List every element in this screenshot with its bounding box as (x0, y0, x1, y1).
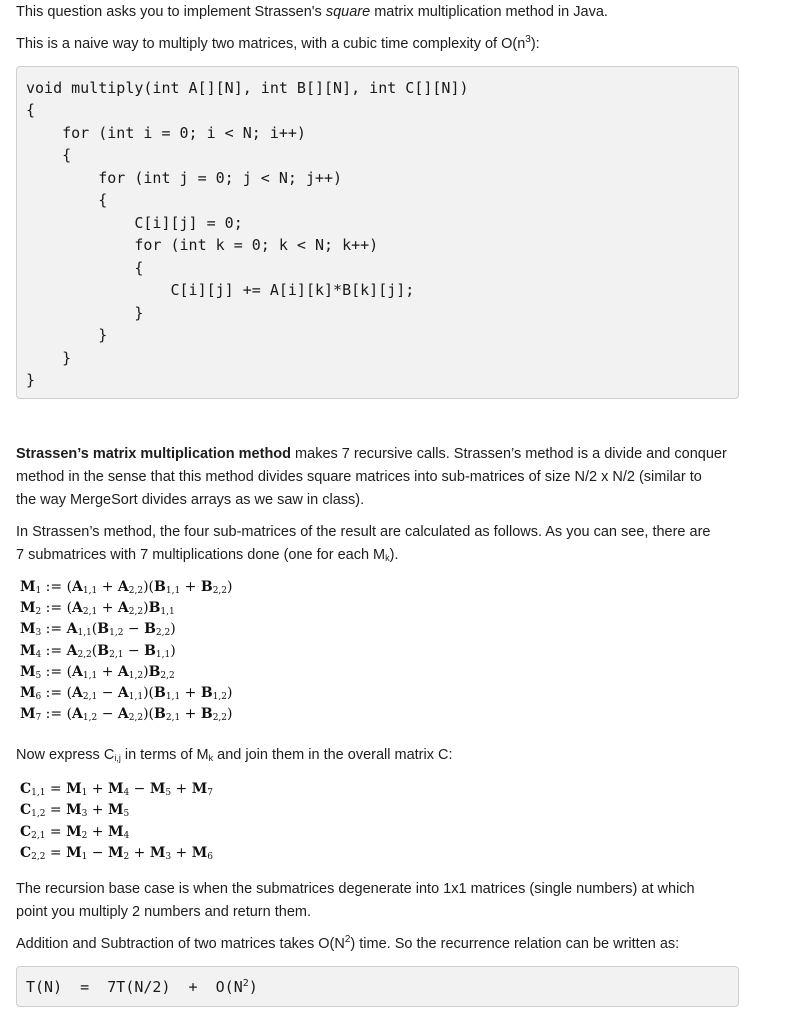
code-line: } (26, 371, 36, 389)
m-formula: $M_2$ := $(A_{2,1} + A_{2,2})B_{1,1}$ (20, 600, 175, 618)
code-line: } (26, 349, 72, 367)
addition-para: Addition and Subtraction of two matrices takes $O(N^2)$ time. So the recurrence relation can be written as: (16, 934, 680, 952)
recurrence-line: $T(N) = 7T(N/2) + O(N^2)$ (26, 978, 258, 996)
code-line: } (26, 304, 144, 322)
base-case-line-2: point you multiply 2 numbers and return them. (16, 904, 311, 920)
m-formula: $M_1$ := $(A_{1,1} + A_{2,2})(B_{1,1} + B_{2,2})$ (20, 579, 233, 596)
code-line: { (26, 259, 144, 277)
submatrix-para-line-2: 7 submatrices with 7 multiplications done (one for each $M_k$). (16, 547, 399, 563)
strassen-para-line-3: the way MergeSort divides arrays as we saw in class). (16, 492, 365, 508)
m-formula: $M_6$ := $(A_{2,1} - A_{1,1})(B_{1,1} + B_{1,2})$ (20, 685, 233, 702)
code-line: C[i][j] = 0; (26, 214, 243, 232)
naive-code-block (16, 66, 739, 399)
c-formula: $C_{2,1} = M_2 + M_4$ (20, 823, 130, 841)
c-formula: $C_{2,2} = M_1 - M_2 + M_3 + M_6$ (20, 844, 213, 862)
m-formula: $M_5$ := $(A_{1,1} + A_{1,2})B_{2,2}$ (20, 663, 175, 681)
code-line: { (26, 191, 108, 209)
c-formula: $C_{1,1} = M_1 + M_4 - M_5 + M_7$ (20, 781, 213, 798)
code-line: { (26, 101, 36, 119)
strassen-para-line-2: method in the sense that this method divides square matrices into sub-matrices of size N/2 x N/2 (similar to (16, 469, 702, 485)
base-case-line-1: The recursion base case is when the submatrices degenerate into 1x1 matrices (single numbers) at which (16, 881, 695, 897)
code-line: } (26, 326, 108, 344)
code-line: { (26, 146, 72, 164)
code-line: for (int k = 0; k < N; k++) (26, 236, 379, 254)
m-formula: $M_7$ := $(A_{1,2} - A_{2,2})(B_{2,1} + B_{2,2})$ (20, 706, 233, 724)
strassen-para-line-1: Strassen’s matrix multiplication method makes 7 recursive calls. Strassen’s method is a divide and conquer (16, 446, 727, 462)
express-para: Now express $C_{i,j}$ in terms of $M_k$ and join them in the overall matrix C: (16, 747, 453, 763)
m-formula: $M_3$ := $A_{1,1}(B_{1,2} - B_{2,2})$ (20, 621, 176, 639)
submatrix-para-line-1: In Strassen’s method, the four sub-matrices of the result are calculated as follows. As you can see, there are (16, 524, 711, 540)
intro-line-1: This question asks you to implement Strassen's square matrix multiplication method in Java. (16, 4, 608, 20)
code-line: for (int j = 0; j < N; j++) (26, 169, 343, 187)
code-line: void multiply(int A[][N], int B[][N], int C[][N]) (26, 79, 469, 97)
recurrence-code-block (16, 966, 739, 1007)
code-line: C[i][j] += A[i][k]*B[k][j]; (26, 281, 415, 299)
intro-line-2: This is a naive way to multiply two matrices, with a cubic time complexity of $O(n^3)$: (16, 34, 540, 52)
c-formula: $C_{1,2} = M_3 + M_5$ (20, 802, 130, 820)
m-formula: $M_4$ := $A_{2,2}(B_{2,1} - B_{1,1})$ (20, 642, 176, 660)
code-line: for (int i = 0; i < N; i++) (26, 124, 306, 142)
